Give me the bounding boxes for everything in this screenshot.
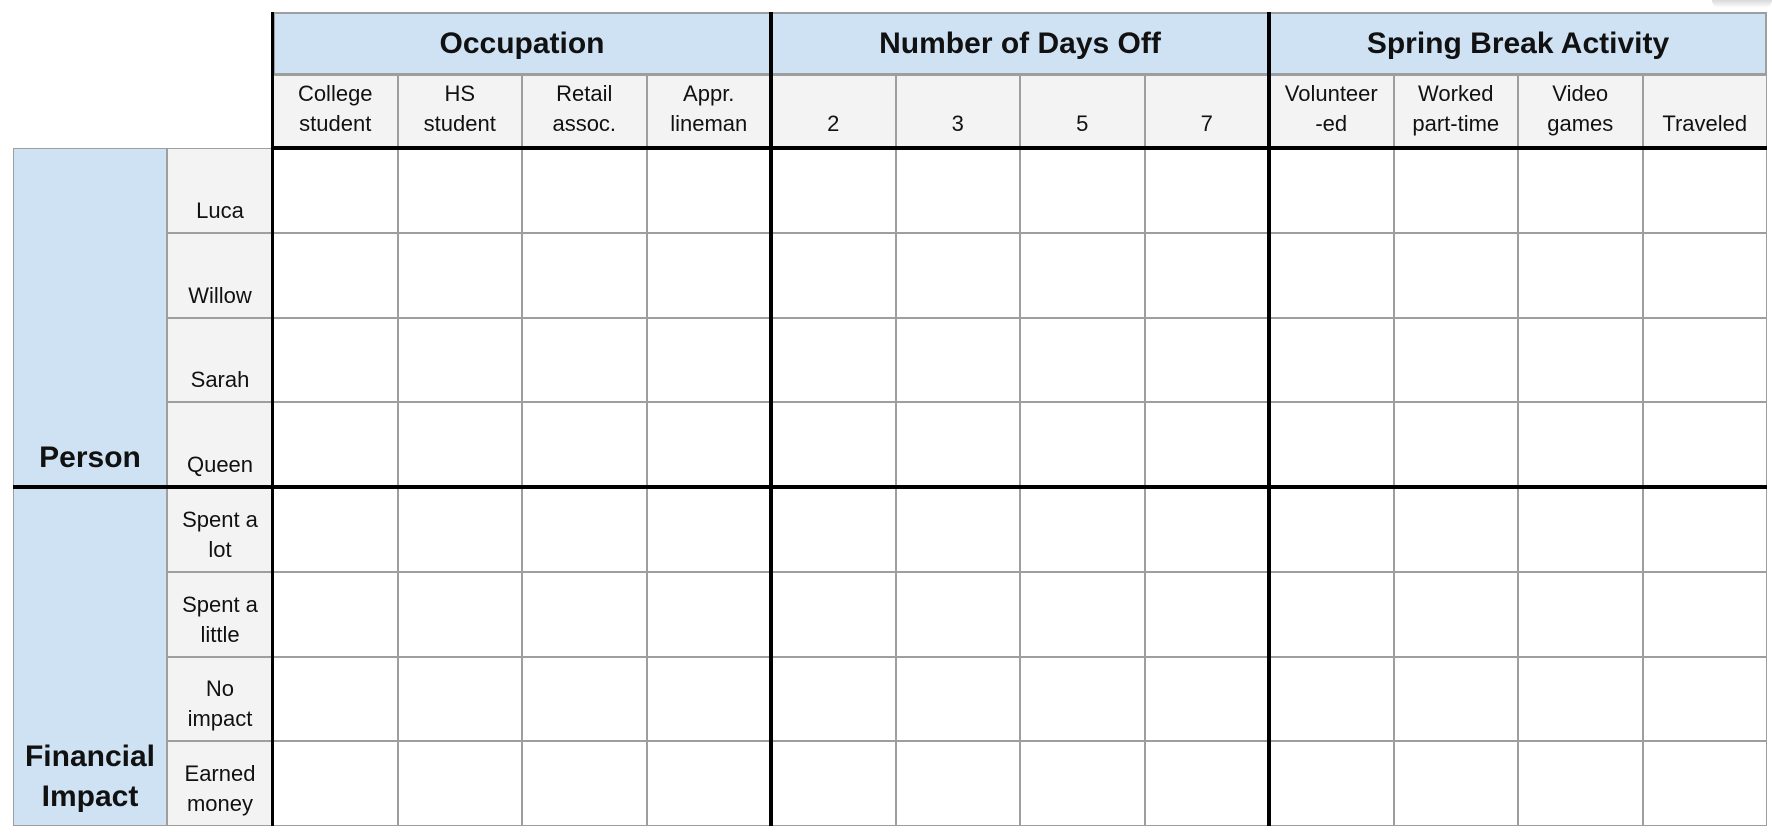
grid-cell[interactable] <box>1269 402 1394 487</box>
column-item-header-text: Volunteer -ed <box>1284 81 1378 136</box>
grid-cell[interactable] <box>647 318 772 403</box>
grid-cell[interactable] <box>1145 487 1270 572</box>
grid-cell[interactable] <box>1145 318 1270 403</box>
grid-cell[interactable] <box>398 148 523 233</box>
column-item-header-text: 2 <box>827 111 840 136</box>
grid-cell[interactable] <box>1394 657 1519 742</box>
grid-cell[interactable] <box>1145 657 1270 742</box>
row-category-header <box>13 148 167 487</box>
grid-cell[interactable] <box>1518 657 1643 742</box>
row-item-label-text: Spent a lot <box>182 506 258 562</box>
grid-cell[interactable] <box>1394 487 1519 572</box>
grid-cell[interactable] <box>1394 318 1519 403</box>
grid-cell[interactable] <box>1394 572 1519 657</box>
grid-cell[interactable] <box>1145 148 1270 233</box>
grid-cell[interactable] <box>273 148 398 233</box>
grid-cell[interactable] <box>522 487 647 572</box>
grid-cell[interactable] <box>1020 741 1145 826</box>
column-item-header-text: College student <box>297 81 373 136</box>
grid-cell[interactable] <box>522 318 647 403</box>
divider-vertical <box>769 12 773 826</box>
grid-cell[interactable] <box>1643 402 1768 487</box>
grid-cell[interactable] <box>896 402 1021 487</box>
row-item-label <box>167 657 273 742</box>
grid-cell[interactable] <box>273 657 398 742</box>
grid-cell[interactable] <box>647 487 772 572</box>
column-category-header <box>1269 12 1767 75</box>
column-item-header <box>1145 75 1270 148</box>
column-item-header <box>1518 75 1643 148</box>
grid-cell[interactable] <box>647 233 772 318</box>
grid-cell[interactable] <box>1518 233 1643 318</box>
grid-cell[interactable] <box>1145 741 1270 826</box>
column-item-header <box>896 75 1021 148</box>
grid-cell[interactable] <box>398 657 523 742</box>
grid-cell[interactable] <box>647 148 772 233</box>
grid-cell[interactable] <box>1020 487 1145 572</box>
row-category-header <box>13 487 167 826</box>
grid-cell[interactable] <box>1643 487 1768 572</box>
grid-cell[interactable] <box>771 572 896 657</box>
column-item-header-text: Video games <box>1547 81 1614 136</box>
grid-cell[interactable] <box>1020 318 1145 403</box>
grid-cell[interactable] <box>398 318 523 403</box>
grid-cell[interactable] <box>273 741 398 826</box>
row-item-label-text: Willow <box>188 282 252 308</box>
grid-cell[interactable] <box>273 318 398 403</box>
row-item-label-text: Spent a little <box>182 591 258 647</box>
grid-cell[interactable] <box>1518 402 1643 487</box>
column-item-header-text: 7 <box>1200 111 1213 136</box>
grid-cell[interactable] <box>1269 148 1394 233</box>
grid-cell[interactable] <box>771 741 896 826</box>
grid-cell[interactable] <box>1020 233 1145 318</box>
grid-cell[interactable] <box>273 487 398 572</box>
grid-cell[interactable] <box>896 233 1021 318</box>
row-item-label-text: Queen <box>186 452 254 477</box>
grid-cell[interactable] <box>1269 487 1394 572</box>
grid-cell[interactable] <box>647 402 772 487</box>
column-item-header-text: Retail assoc. <box>552 81 617 136</box>
grid-cell[interactable] <box>1518 572 1643 657</box>
grid-cell[interactable] <box>1394 148 1519 233</box>
grid-cell[interactable] <box>1145 402 1270 487</box>
column-item-header-text: Appr. lineman <box>670 81 748 136</box>
column-item-header <box>1020 75 1145 148</box>
column-item-header-text: HS student <box>423 81 496 136</box>
grid-cell[interactable] <box>1518 148 1643 233</box>
grid-cell[interactable] <box>771 318 896 403</box>
row-item-label <box>167 318 273 403</box>
grid-cell[interactable] <box>1643 233 1768 318</box>
divider-horizontal-top <box>273 146 1767 150</box>
grid-cell[interactable] <box>522 233 647 318</box>
grid-cell[interactable] <box>1269 233 1394 318</box>
grid-cell[interactable] <box>1643 572 1768 657</box>
grid-cell[interactable] <box>522 657 647 742</box>
column-item-header <box>647 75 772 148</box>
row-item-label-text: No impact <box>187 676 253 732</box>
grid-cell[interactable] <box>1020 148 1145 233</box>
column-category-header-text: Occupation <box>439 26 605 60</box>
column-item-header-text: Traveled <box>1662 111 1748 136</box>
grid-cell[interactable] <box>398 233 523 318</box>
grid-cell[interactable] <box>522 741 647 826</box>
grid-cell[interactable] <box>398 402 523 487</box>
grid-cell[interactable] <box>771 657 896 742</box>
row-item-label <box>167 741 273 826</box>
grid-cell[interactable] <box>1643 657 1768 742</box>
grid-cell[interactable] <box>647 572 772 657</box>
window-shadow <box>1712 0 1772 8</box>
row-item-label-text: Earned money <box>184 761 256 816</box>
column-item-header <box>1394 75 1519 148</box>
grid-cell[interactable] <box>1394 402 1519 487</box>
grid-cell[interactable] <box>896 572 1021 657</box>
row-item-label <box>167 402 273 487</box>
column-item-header-text: 5 <box>1076 111 1089 136</box>
row-item-label <box>167 233 273 318</box>
grid-cell[interactable] <box>1145 233 1270 318</box>
column-category-header <box>771 12 1269 75</box>
grid-cell[interactable] <box>1269 657 1394 742</box>
grid-cell[interactable] <box>896 487 1021 572</box>
grid-cell[interactable] <box>1145 572 1270 657</box>
grid-cell[interactable] <box>522 402 647 487</box>
column-category-header-text: Number of Days Off <box>879 26 1161 60</box>
divider-vertical <box>1267 12 1271 826</box>
row-item-label <box>167 148 273 233</box>
row-category-header-text: Person <box>39 441 141 474</box>
divider-vertical-left <box>271 12 274 826</box>
grid-cell[interactable] <box>522 572 647 657</box>
divider-horizontal-middle <box>13 485 1767 489</box>
grid-cell[interactable] <box>771 402 896 487</box>
row-item-label-text: Luca <box>196 197 244 223</box>
grid-cell[interactable] <box>398 741 523 826</box>
grid-cell[interactable] <box>1518 487 1643 572</box>
grid-cell[interactable] <box>647 741 772 826</box>
column-item-header <box>522 75 647 148</box>
grid-cell[interactable] <box>273 572 398 657</box>
grid-cell[interactable] <box>771 487 896 572</box>
grid-cell[interactable] <box>1020 657 1145 742</box>
column-item-header <box>1269 75 1394 148</box>
grid-cell[interactable] <box>647 657 772 742</box>
grid-cell[interactable] <box>273 233 398 318</box>
grid-cell[interactable] <box>1643 148 1768 233</box>
grid-cell[interactable] <box>1394 741 1519 826</box>
column-item-header-text: 3 <box>951 111 964 136</box>
grid-cell[interactable] <box>896 741 1021 826</box>
row-item-label <box>167 487 273 572</box>
grid-cell[interactable] <box>771 148 896 233</box>
grid-cell[interactable] <box>522 148 647 233</box>
column-item-header <box>398 75 523 148</box>
column-item-header <box>1643 75 1768 148</box>
grid-cell[interactable] <box>896 318 1021 403</box>
grid-cell[interactable] <box>1269 572 1394 657</box>
grid-cell[interactable] <box>1643 741 1768 826</box>
grid-cell[interactable] <box>398 572 523 657</box>
grid-cell[interactable] <box>1020 572 1145 657</box>
column-item-header <box>273 75 398 148</box>
grid-cell[interactable] <box>896 148 1021 233</box>
column-item-header-text: Worked part-time <box>1412 81 1500 136</box>
column-category-header-text: Spring Break Activity <box>1366 26 1670 60</box>
grid-cell[interactable] <box>398 487 523 572</box>
row-category-header-text: Financial Impact <box>24 740 156 813</box>
grid-cell[interactable] <box>1643 318 1768 403</box>
column-category-header <box>273 12 771 75</box>
grid-cell[interactable] <box>1269 741 1394 826</box>
row-item-label-text: Sarah <box>190 367 250 393</box>
row-item-label <box>167 572 273 657</box>
grid-cell[interactable] <box>1020 402 1145 487</box>
grid-cell[interactable] <box>771 233 896 318</box>
grid-cell[interactable] <box>1518 741 1643 826</box>
grid-cell[interactable] <box>1269 318 1394 403</box>
grid-cell[interactable] <box>273 402 398 487</box>
grid-cell[interactable] <box>896 657 1021 742</box>
grid-cell[interactable] <box>1518 318 1643 403</box>
column-item-header <box>771 75 896 148</box>
grid-cell[interactable] <box>1394 233 1519 318</box>
